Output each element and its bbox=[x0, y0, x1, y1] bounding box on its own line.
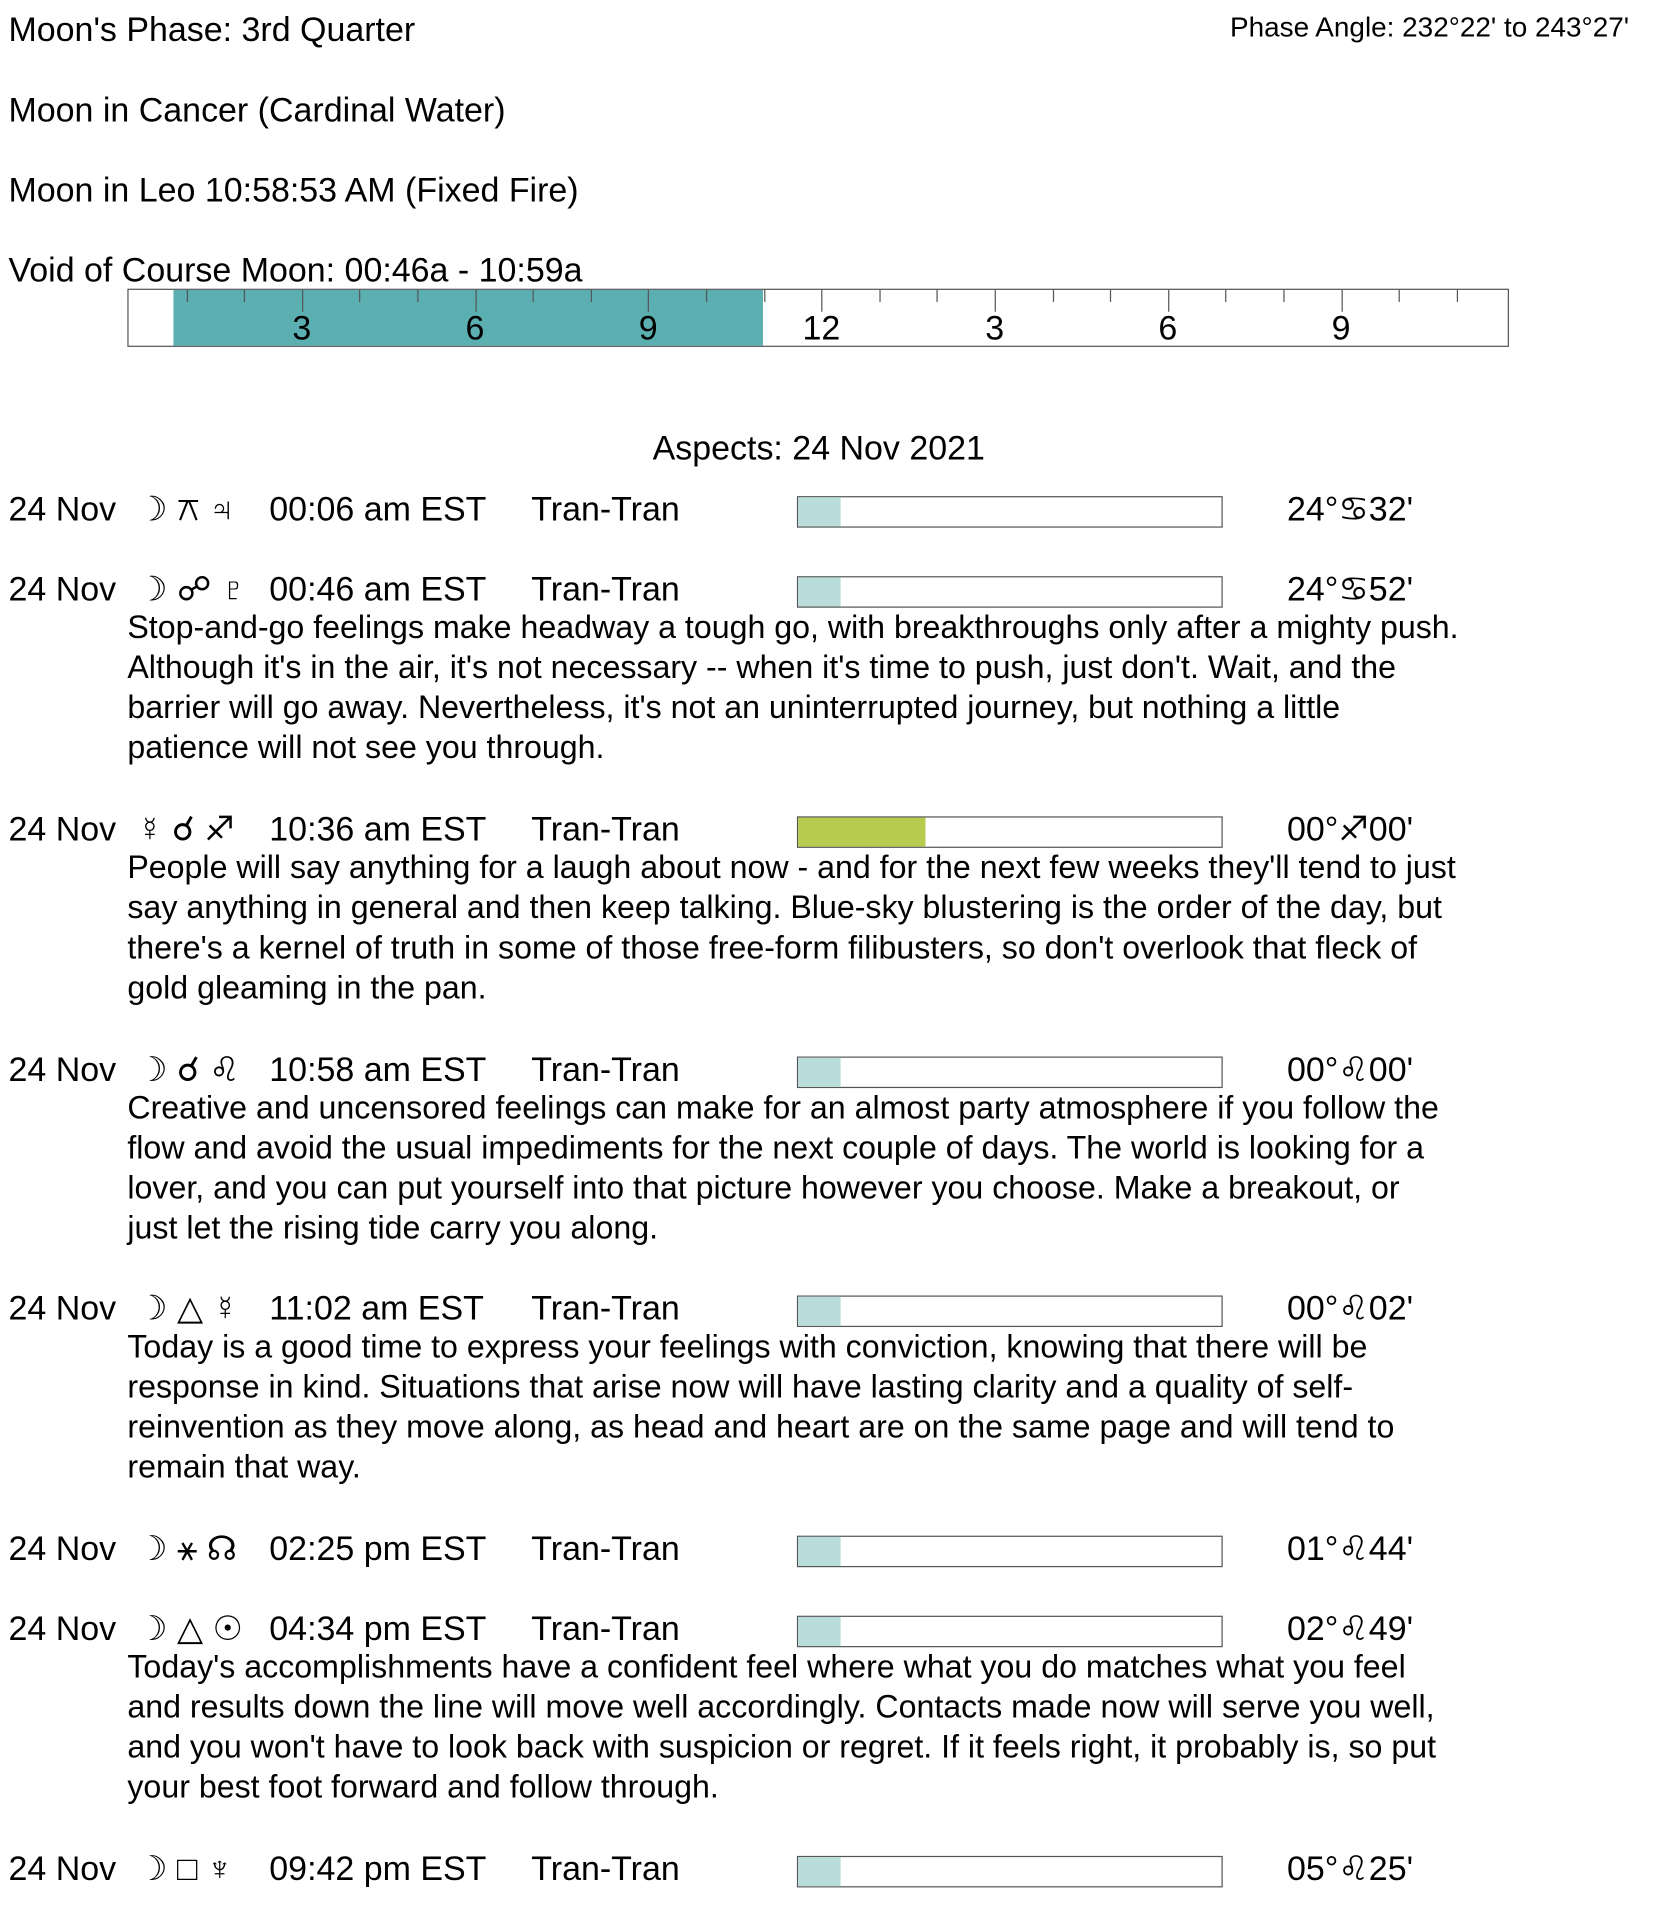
timeline-hour-label: 9 bbox=[1331, 309, 1351, 347]
aspect-symbols: ☽ □ ♆ bbox=[137, 1849, 233, 1888]
aspect-strength-bar bbox=[797, 1536, 1223, 1568]
aspect-row bbox=[0, 1528, 1674, 1569]
aspect-description-line: Creative and uncensored feelings can make for an almost party atmosphere if you follow the bbox=[127, 1089, 1439, 1126]
timeline-tick bbox=[1283, 290, 1284, 302]
aspect-symbols: ☽ ☌ ♌ bbox=[137, 1050, 240, 1089]
aspect-time: 10:36 am EST bbox=[269, 810, 487, 848]
timeline-hour-label: 6 bbox=[1158, 309, 1178, 347]
timeline-hour-label: 3 bbox=[292, 309, 312, 347]
aspect-symbols: ☽ △ ☉ bbox=[137, 1609, 243, 1648]
aspect-type: Tran-Tran bbox=[531, 1849, 680, 1888]
aspect-symbols: ☽ ☍ ♇ bbox=[137, 570, 247, 608]
aspect-strength-bar bbox=[797, 1295, 1223, 1327]
aspect-time: 04:34 pm EST bbox=[269, 1609, 487, 1648]
aspect-row bbox=[0, 1288, 1674, 1329]
aspect-date: 24 Nov bbox=[8, 1289, 117, 1328]
timeline-tick bbox=[533, 290, 534, 302]
timeline-tick bbox=[244, 290, 245, 302]
aspect-date: 24 Nov bbox=[8, 1529, 117, 1568]
aspect-description-line: barrier will go away. Nevertheless, it's not an uninterrupted journey, but nothing a little bbox=[127, 688, 1341, 726]
aspect-row bbox=[0, 1608, 1674, 1649]
aspect-strength-bar bbox=[797, 1057, 1223, 1089]
timeline-tick bbox=[1052, 290, 1053, 302]
aspect-strength-fill bbox=[798, 1058, 840, 1087]
aspect-date: 24 Nov bbox=[8, 490, 117, 528]
aspect-symbols: ☿ ☌ ♐ bbox=[137, 810, 235, 848]
aspect-strength-fill bbox=[798, 577, 840, 606]
aspect-strength-bar bbox=[797, 1856, 1223, 1888]
aspect-description-line: say anything in general and then keep talking. Blue-sky blustering is the order of the day, but bbox=[127, 889, 1442, 926]
aspect-description-line: remain that way. bbox=[127, 1448, 361, 1485]
aspect-time: 11:02 am EST bbox=[269, 1289, 484, 1328]
moon-phase: Moon's Phase: 3rd Quarter bbox=[8, 10, 416, 49]
aspect-description bbox=[127, 1647, 1643, 1807]
aspect-description-line: Although it's in the air, it's not necessary -- when it's time to push, just don't. Wait, and the bbox=[127, 648, 1397, 686]
aspect-strength-bar bbox=[797, 496, 1223, 528]
aspect-time: 02:25 pm EST bbox=[269, 1529, 487, 1568]
timeline-tick bbox=[1226, 290, 1227, 302]
aspect-time: 00:06 am EST bbox=[269, 490, 487, 528]
timeline-hour-label: 6 bbox=[465, 309, 485, 347]
timeline-tick bbox=[1399, 290, 1400, 302]
phase-angle: Phase Angle: 232°22' to 243°27' bbox=[1229, 10, 1630, 43]
void-of-course-timeline bbox=[127, 289, 1509, 347]
timeline-hour-label: 3 bbox=[985, 309, 1005, 347]
aspect-position: 24°♋32' bbox=[1286, 490, 1414, 528]
aspect-row bbox=[0, 489, 1674, 530]
aspect-strength-fill bbox=[798, 497, 840, 526]
aspect-symbols: ☽ ⚻ ♃ bbox=[137, 490, 235, 528]
aspect-type: Tran-Tran bbox=[531, 1529, 680, 1568]
aspect-symbols: ☽ △ ☿ bbox=[137, 1289, 238, 1328]
aspect-description-line: reinvention as they move along, as head and heart are on the same page and will tend to bbox=[127, 1408, 1395, 1445]
aspect-description-line: and you won't have to look back with suspicion or regret. If it feels right, it probably is, so put bbox=[127, 1728, 1437, 1765]
aspect-time: 00:46 am EST bbox=[269, 570, 487, 608]
aspect-description bbox=[127, 608, 1643, 768]
timeline-tick bbox=[417, 290, 418, 302]
aspects-title: Aspects: 24 Nov 2021 bbox=[652, 429, 985, 468]
aspect-description-line: Today's accomplishments have a confident feel where what you do matches what you feel bbox=[127, 1648, 1406, 1685]
aspect-position: 02°♌49' bbox=[1286, 1609, 1414, 1648]
aspect-description-line: and results down the line will move well accordingly. Contacts made now will serve you well, bbox=[127, 1688, 1435, 1725]
aspect-type: Tran-Tran bbox=[531, 1050, 680, 1089]
aspect-description-line: there's a kernel of truth in some of those free-form filibusters, so don't overlook that fleck of bbox=[127, 929, 1418, 966]
aspect-position: 01°♌44' bbox=[1286, 1529, 1414, 1568]
void-of-course: Void of Course Moon: 00:46a - 10:59a bbox=[8, 251, 583, 289]
aspect-date: 24 Nov bbox=[8, 1050, 117, 1089]
timeline-tick bbox=[706, 290, 707, 302]
aspect-strength-fill bbox=[798, 1857, 840, 1886]
aspect-position: 24°♋52' bbox=[1286, 570, 1414, 608]
timeline-tick bbox=[360, 290, 361, 302]
aspect-strength-bar bbox=[797, 576, 1223, 608]
aspect-position: 00°♌00' bbox=[1286, 1050, 1414, 1089]
aspect-type: Tran-Tran bbox=[531, 810, 680, 848]
timeline-tick bbox=[937, 290, 938, 302]
aspect-row bbox=[0, 1049, 1674, 1090]
aspect-row bbox=[0, 1849, 1674, 1890]
timeline-hour-label: 12 bbox=[802, 309, 841, 347]
aspect-strength-bar bbox=[797, 1616, 1223, 1648]
aspect-strength-bar bbox=[797, 816, 1223, 848]
aspect-type: Tran-Tran bbox=[531, 490, 680, 528]
aspect-description-line: gold gleaming in the pan. bbox=[127, 969, 487, 1006]
aspect-description-line: People will say anything for a laugh about now - and for the next few weeks they'll tend to just bbox=[127, 849, 1456, 886]
aspect-time: 10:58 am EST bbox=[269, 1050, 487, 1089]
aspect-date: 24 Nov bbox=[8, 1849, 117, 1888]
aspect-description-line: just let the rising tide carry you along. bbox=[127, 1209, 659, 1246]
aspect-strength-fill bbox=[798, 1297, 840, 1326]
aspect-strength-fill bbox=[798, 1537, 840, 1566]
aspect-position: 00°♌02' bbox=[1286, 1289, 1414, 1328]
aspect-description bbox=[127, 848, 1643, 1008]
aspect-date: 24 Nov bbox=[8, 810, 117, 848]
timeline-tick bbox=[186, 290, 187, 302]
timeline-hour-label: 9 bbox=[638, 309, 658, 347]
aspect-description-line: lover, and you can put yourself into that picture however you choose. Make a breakout, or bbox=[127, 1169, 1400, 1206]
timeline-tick bbox=[764, 290, 765, 302]
timeline-tick bbox=[1110, 290, 1111, 302]
aspect-description bbox=[127, 1088, 1643, 1248]
aspect-symbols: ☽ ⚹ ☊ bbox=[137, 1529, 237, 1568]
aspect-description-line: Today is a good time to express your feelings with conviction, knowing that there will be bbox=[127, 1328, 1368, 1365]
aspect-position: 05°♌25' bbox=[1286, 1849, 1414, 1888]
aspect-description-line: flow and avoid the usual impediments for the next couple of days. The world is looking for a bbox=[127, 1129, 1425, 1166]
moon-sign: Moon in Cancer (Cardinal Water) bbox=[8, 90, 506, 129]
aspect-date: 24 Nov bbox=[8, 1609, 117, 1648]
timeline-tick bbox=[590, 290, 591, 302]
aspect-row bbox=[0, 569, 1674, 610]
aspect-time: 09:42 pm EST bbox=[269, 1849, 487, 1888]
timeline-tick bbox=[879, 290, 880, 302]
aspect-type: Tran-Tran bbox=[531, 1609, 680, 1648]
aspect-description-line: Stop-and-go feelings make headway a tough go, with breakthroughs only after a mighty push. bbox=[127, 608, 1459, 646]
aspect-description-line: response in kind. Situations that arise now will have lasting clarity and a quality of self- bbox=[127, 1368, 1354, 1405]
aspect-description-line: your best foot forward and follow through. bbox=[127, 1768, 719, 1805]
aspect-date: 24 Nov bbox=[8, 570, 117, 608]
aspect-strength-fill bbox=[798, 818, 925, 847]
aspect-type: Tran-Tran bbox=[531, 570, 680, 608]
aspect-row bbox=[0, 809, 1674, 850]
aspect-position: 00°♐00' bbox=[1286, 810, 1414, 848]
aspect-strength-fill bbox=[798, 1617, 840, 1646]
timeline-tick bbox=[1457, 290, 1458, 302]
aspect-description bbox=[127, 1327, 1643, 1487]
moon-ingress: Moon in Leo 10:58:53 AM (Fixed Fire) bbox=[8, 171, 579, 209]
aspect-description-line: patience will not see you through. bbox=[127, 729, 605, 766]
aspect-type: Tran-Tran bbox=[531, 1289, 680, 1328]
